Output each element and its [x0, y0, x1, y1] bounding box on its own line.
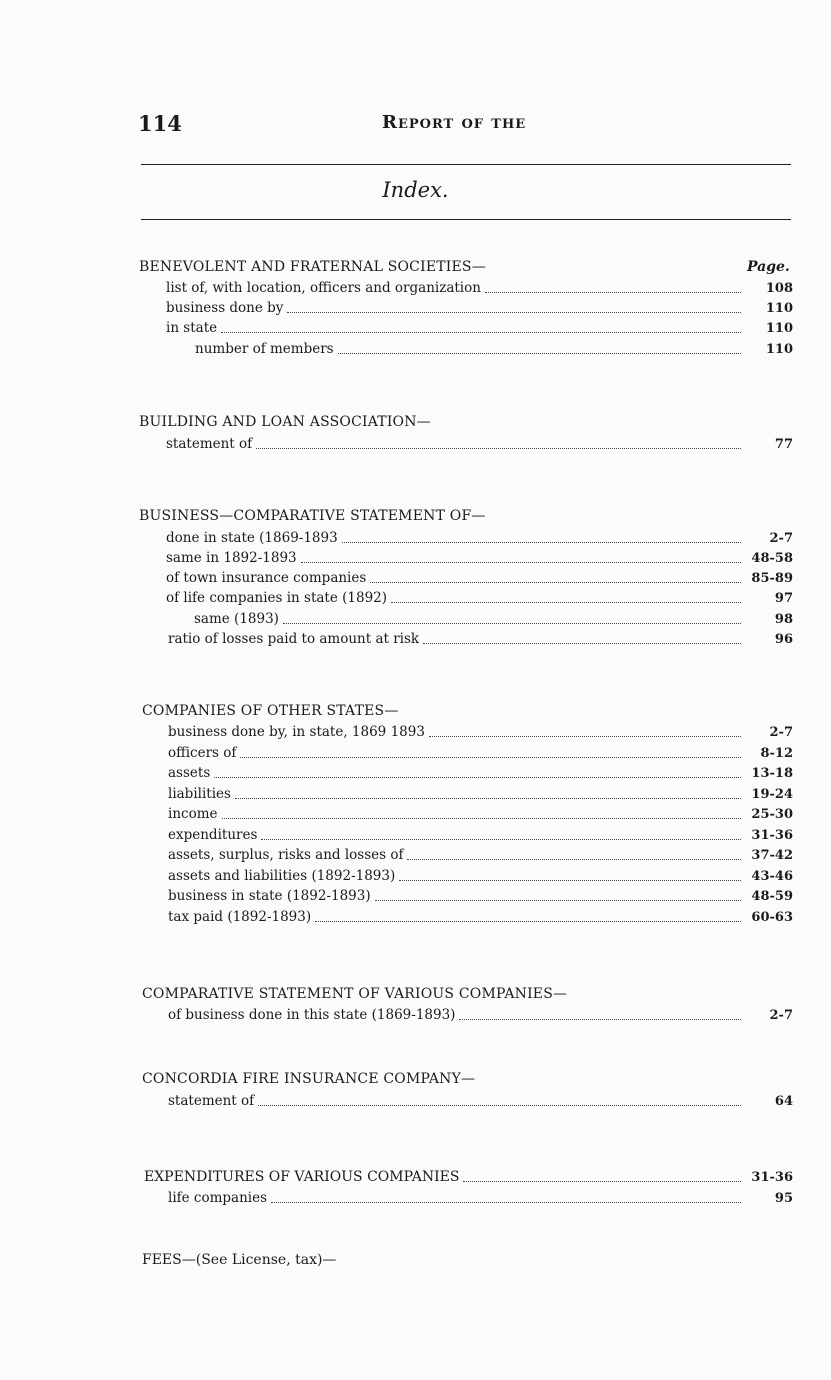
entry-text: in state [166, 320, 218, 336]
dot-leader [235, 784, 741, 799]
page-reference: 110 [765, 301, 793, 316]
entry-text: same in 1892-1893 [166, 550, 297, 566]
dot-leader [375, 886, 741, 901]
page-reference: 98 [774, 612, 793, 627]
index-entry [166, 434, 793, 454]
index-entry [166, 528, 793, 548]
dot-leader [342, 528, 741, 543]
page-reference: 110 [765, 342, 793, 357]
entry-text: EXPENDITURES OF VARIOUS COMPANIES [144, 1169, 460, 1185]
page-reference: 85-89 [751, 571, 793, 586]
page-reference: 31-36 [751, 1170, 793, 1185]
index-entry [168, 1091, 793, 1111]
page-column-label: Page. [747, 259, 790, 275]
dot-leader [221, 318, 741, 333]
entry-text: income [168, 806, 218, 822]
entry-text: ratio of losses paid to amount at risk [168, 631, 420, 647]
dot-leader [338, 339, 741, 354]
index-entry [168, 804, 793, 824]
dot-leader [301, 548, 741, 563]
section-heading: BUILDING AND LOAN ASSOCIATION— [139, 414, 431, 430]
page-reference: 25-30 [751, 807, 793, 822]
page-reference: 64 [774, 1094, 793, 1109]
entry-text: number of members [195, 341, 334, 357]
page-reference: 60-63 [751, 910, 793, 925]
dot-leader [485, 278, 741, 293]
entry-text: expenditures [168, 827, 258, 843]
entry-text: statement of [166, 436, 253, 452]
section-heading: CONCORDIA FIRE INSURANCE COMPANY— [142, 1071, 476, 1087]
index-entry [168, 886, 793, 906]
index-entry [168, 763, 793, 783]
entry-text: life companies [168, 1190, 268, 1206]
index-entry [168, 784, 793, 804]
entry-text: business in state (1892-1893) [168, 888, 371, 904]
entry-text: assets, surplus, risks and losses of [168, 847, 404, 863]
dot-leader [407, 845, 741, 860]
dot-leader [429, 722, 741, 737]
running-head: Report of the [382, 112, 527, 133]
page-reference: 31-36 [751, 828, 793, 843]
index-entry [166, 298, 793, 318]
entry-text: of life companies in state (1892) [166, 590, 388, 606]
index-entry [166, 278, 793, 298]
page-reference: 13-18 [751, 766, 793, 781]
page-reference: 48-58 [751, 551, 793, 566]
page-reference: 2-7 [769, 725, 793, 740]
dot-leader [258, 1091, 741, 1106]
page-reference: 8-12 [760, 746, 793, 761]
index-entry [166, 568, 793, 588]
section-heading: COMPANIES OF OTHER STATES— [142, 703, 399, 719]
index-entry [168, 722, 793, 742]
fees-entry: FEES—(See License, tax)— [142, 1252, 337, 1268]
entry-text: done in state (1869-1893 [166, 530, 338, 546]
page-reference: 97 [774, 591, 793, 606]
index-entry [166, 318, 793, 338]
index-title: Index. [382, 178, 449, 202]
entry-text: list of, with location, officers and organization [166, 280, 481, 296]
index-entry [166, 548, 793, 568]
index-entry [195, 339, 793, 359]
page-reference: 37-42 [751, 848, 793, 863]
entry-text: assets [168, 765, 211, 781]
dot-leader [214, 763, 741, 778]
index-entry [194, 609, 793, 629]
page-reference: 95 [774, 1191, 793, 1206]
entry-text: tax paid (1892-1893) [168, 909, 312, 925]
dot-leader [287, 298, 741, 313]
entry-text: officers of [168, 745, 237, 761]
entry-text: of business done in this state (1869-1893) [168, 1007, 456, 1023]
dot-leader [459, 1005, 741, 1020]
page-reference: 96 [774, 632, 793, 647]
section-heading: BUSINESS—COMPARATIVE STATEMENT OF— [139, 508, 486, 524]
entry-text: business done by, in state, 1869 1893 [168, 724, 425, 740]
index-entry [168, 845, 793, 865]
section-heading [144, 1167, 793, 1187]
entry-text: same (1893) [194, 611, 279, 627]
page-reference: 48-59 [751, 889, 793, 904]
index-entry [168, 1005, 793, 1025]
dot-leader [222, 804, 742, 819]
section-heading: BENEVOLENT AND FRATERNAL SOCIETIES— [139, 259, 486, 275]
page-reference: 2-7 [769, 531, 793, 546]
bottom-rule [141, 219, 791, 220]
entry-text: business done by [166, 300, 284, 316]
dot-leader [391, 588, 741, 603]
index-entry [168, 866, 793, 886]
dot-leader [240, 743, 741, 758]
dot-leader [261, 825, 741, 840]
page-reference: 43-46 [751, 869, 793, 884]
dot-leader [370, 568, 741, 583]
dot-leader [315, 907, 741, 922]
page-reference: 2-7 [769, 1008, 793, 1023]
page-number: 114 [138, 111, 182, 136]
index-entry [168, 743, 793, 763]
entry-text: of town insurance companies [166, 570, 367, 586]
page-reference: 108 [765, 281, 793, 296]
page-reference: 19-24 [751, 787, 793, 802]
page-reference: 77 [774, 437, 793, 452]
dot-leader [463, 1167, 741, 1182]
entry-text: statement of [168, 1093, 255, 1109]
dot-leader [423, 629, 741, 644]
index-entry [168, 629, 793, 649]
page-reference: 110 [765, 321, 793, 336]
entry-text: liabilities [168, 786, 231, 802]
dot-leader [283, 609, 741, 624]
index-entry [166, 588, 793, 608]
index-entry [168, 907, 793, 927]
index-entry [168, 1188, 793, 1208]
top-rule [141, 164, 791, 165]
section-heading: COMPARATIVE STATEMENT OF VARIOUS COMPANIES— [142, 986, 568, 1002]
dot-leader [271, 1188, 741, 1203]
index-entry [168, 825, 793, 845]
dot-leader [256, 434, 741, 449]
entry-text: assets and liabilities (1892-1893) [168, 868, 396, 884]
dot-leader [399, 866, 741, 881]
